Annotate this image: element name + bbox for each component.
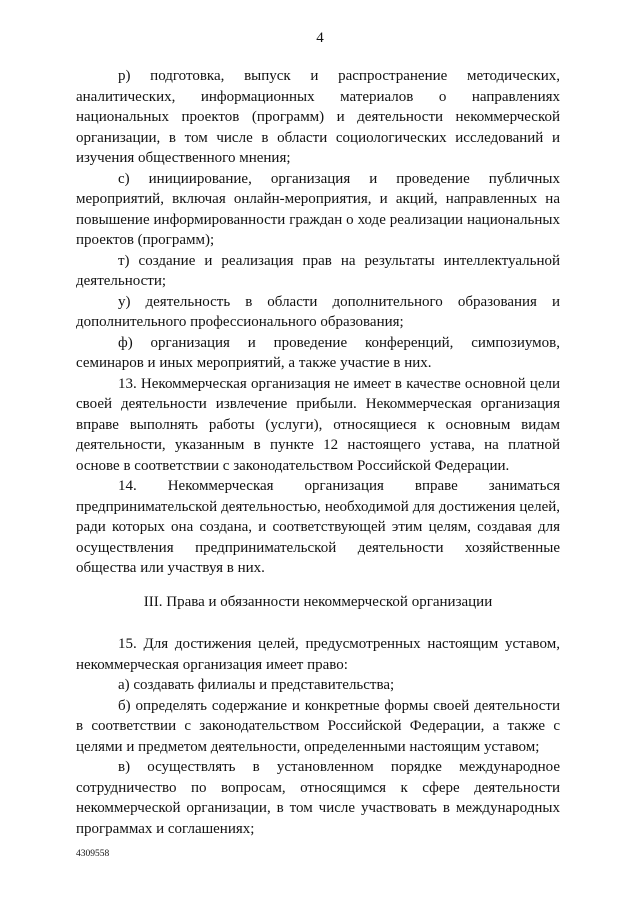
section-heading: III. Права и обязанности некоммерческой организации: [143, 593, 493, 610]
document-code: 4309558: [76, 849, 110, 859]
page-number: 4: [316, 30, 324, 46]
paragraph-15b: б) определять содержание и конкретные формы своей деятельности в соответствии с законодательством Российской Федерации, а также с целями и предметом деятельности, определенными настоящим уставом;: [76, 697, 560, 755]
paragraph-15: 15. Для достижения целей, предусмотренных настоящим уставом, некоммерческая организация имеет право:: [76, 636, 560, 673]
paragraph-t: т) создание и реализация прав на результаты интеллектуальной деятельности;: [76, 252, 560, 289]
paragraph-15a: а) создавать филиалы и представительства;: [118, 677, 395, 693]
paragraph-14: 14. Некоммерческая организация вправе заниматься предпринимательской деятельностью, необходимой для достижения целей, ради которых она создана, и соответствующей этим целям, создавая для осуществления предпринимательской деятельности хозяйственные общества или участвуя в них.: [76, 478, 560, 576]
document-body: [76, 66, 560, 839]
paragraph-r: р) подготовка, выпуск и распространение методических, аналитических, информационных материалов о направлениях национальных проектов (программ) и деятельности некоммерческой организации, в том числе в области социологических исследований и изучения общественного мнения;: [76, 68, 560, 166]
paragraph-15v: в) осуществлять в установленном порядке международное сотрудничество по вопросам, относящимся к сфере деятельности некоммерческой организации, в том числе участвовать в международных программах и соглашениях;: [76, 759, 560, 837]
paragraph-u: у) деятельность в области дополнительного образования и дополнительного профессионального образования;: [76, 293, 560, 330]
paragraph-s: с) инициирование, организация и проведение публичных мероприятий, включая онлайн-мероприятия, и акций, направленных на повышение информированности граждан о ходе реализации национальных проектов (программ);: [76, 170, 560, 248]
paragraph-f: ф) организация и проведение конференций, симпозиумов, семинаров и иных мероприятий, а также участие в них.: [76, 334, 560, 371]
paragraph-13: 13. Некоммерческая организация не имеет в качестве основной цели своей деятельности извлечение прибыли. Некоммерческая организация вправе выполнять работы (услуги), относящиеся к основным видам деятельности, указанным в пункте 12 настоящего устава, на платной основе в соответствии с законодательством Российской Федерации.: [76, 375, 560, 474]
